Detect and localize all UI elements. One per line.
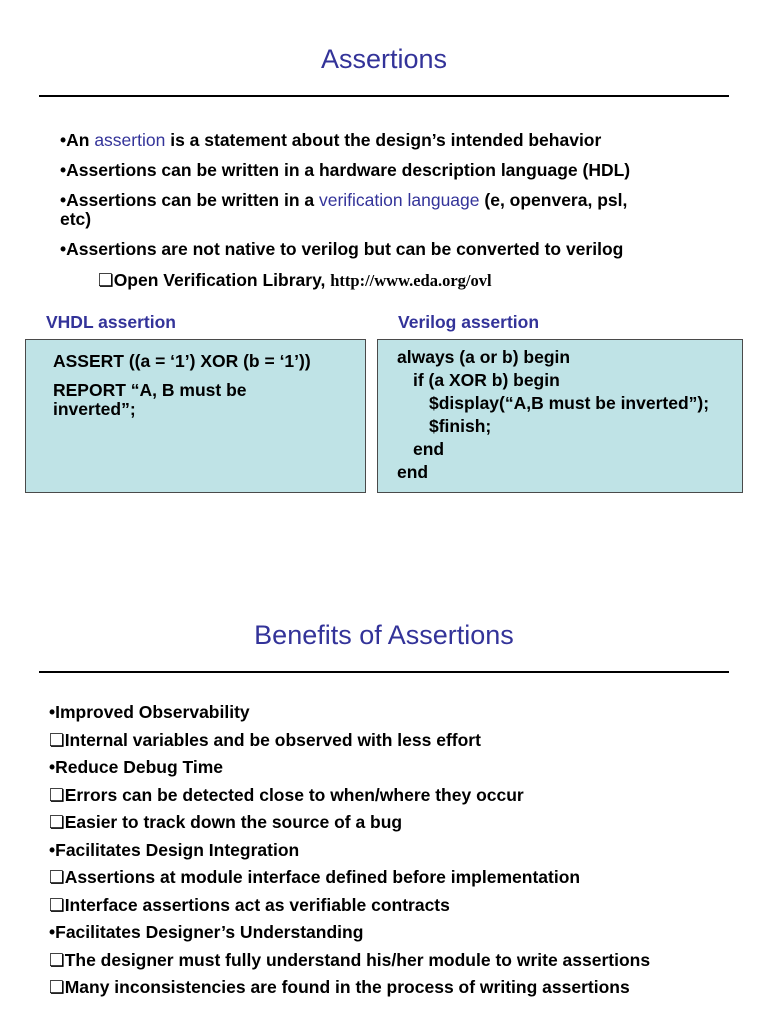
slide-title-benefits: Benefits of Assertions — [254, 620, 514, 650]
vhdl-code-box — [25, 339, 366, 493]
code-line: $finish; — [429, 416, 492, 436]
list-item: ❏Many inconsistencies are found in the process of writing assertions — [49, 977, 630, 997]
bullet-assertion-definition — [60, 130, 601, 150]
highlight-term: assertion — [94, 130, 166, 150]
bullet-continuation: etc) — [60, 209, 92, 229]
title-divider — [39, 95, 729, 97]
code-line: if (a XOR b) begin — [413, 370, 560, 390]
sub-bullet-ovl — [98, 270, 492, 291]
bullet-hdl: •Assertions can be written in a hardware description language (HDL) — [60, 160, 631, 180]
bullet-not-native: •Assertions are not native to verilog but can be converted to verilog — [60, 239, 624, 259]
sub-bullet-text: ❏Open Verification Library, — [98, 270, 331, 290]
bullet-text: •An — [60, 130, 95, 150]
list-item: ❏Interface assertions act as verifiable contracts — [49, 894, 450, 915]
verilog-code-box — [377, 339, 743, 493]
list-item: •Facilitates Designer’s Understanding — [49, 922, 364, 942]
code-line: end — [413, 439, 445, 459]
list-item: ❏The designer must fully understand his/her module to write assertions — [49, 949, 651, 970]
ovl-url: http://www.eda.org/ovl — [330, 271, 492, 290]
bullet-text: (e, openvera, psl, — [479, 190, 628, 210]
bullet-verification-language — [60, 190, 627, 210]
list-item: •Facilitates Design Integration — [49, 839, 300, 860]
list-item: •Reduce Debug Time — [49, 757, 224, 777]
verilog-caption: Verilog assertion — [398, 312, 540, 332]
code-line: inverted”; — [53, 399, 136, 419]
list-item: ❏Internal variables and be observed with less effort — [49, 729, 481, 750]
code-line: end — [397, 462, 429, 482]
bullet-text: is a statement about the design’s intended behavior — [165, 130, 602, 150]
list-item: ❏Errors can be detected close to when/where they occur — [49, 784, 524, 805]
bullet-text: •Assertions can be written in a — [60, 190, 319, 210]
code-line: always (a or b) begin — [397, 347, 571, 367]
code-line: REPORT “A, B must be — [53, 380, 247, 400]
title-divider — [39, 671, 729, 673]
list-item: •Improved Observability — [49, 702, 250, 722]
list-item: ❏Assertions at module interface defined before implementation — [49, 867, 581, 887]
list-item: ❏Easier to track down the source of a bug — [49, 812, 403, 832]
code-line: ASSERT ((a = ‘1’) XOR (b = ‘1’)) — [53, 351, 311, 371]
slide-title-assertions: Assertions — [320, 44, 448, 74]
code-line: $display(“A,B must be inverted”); — [429, 393, 710, 413]
vhdl-caption: VHDL assertion — [46, 312, 176, 332]
highlight-term: verification language — [318, 190, 480, 210]
